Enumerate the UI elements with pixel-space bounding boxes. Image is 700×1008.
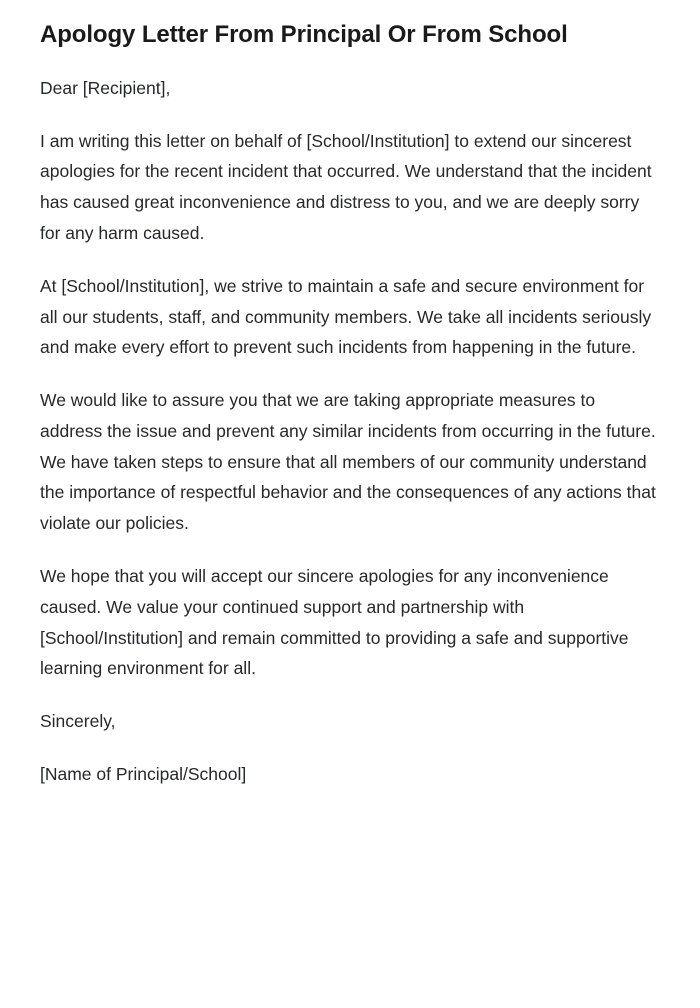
page-title: Apology Letter From Principal Or From School (40, 21, 568, 48)
body-paragraph-4: We hope that you will accept our sincere apologies for any inconvenience caused. We value your continued support and partnership with [School/Institution] and remain committed to providing a safe and supportive learning environment for all. (40, 566, 629, 679)
body-paragraph-3: We would like to assure you that we are taking appropriate measures to address the issue and prevent any similar incidents from occurring in the future. We have taken steps to ensure that all members of our community understand the importance of respectful behavior and the consequences of any actions that violate our policies. (40, 390, 656, 534)
salutation-paragraph: Dear [Recipient], (40, 77, 171, 98)
body-paragraph-1: I am writing this letter on behalf of [School/Institution] to extend our sincerest apologies for the recent incident that occurred. We understand that the incident has caused great inconvenience and distress to you, and we are deeply sorry for any harm caused. (40, 130, 652, 243)
signature-name: [Name of Principal/School] (40, 764, 247, 785)
closing-paragraph: Sincerely, (40, 711, 116, 732)
body-paragraph-2: At [School/Institution], we strive to maintain a safe and secure environment for all our students, staff, and community members. We take all incidents seriously and make every effort to prevent such incidents from happening in the future. (40, 275, 652, 358)
